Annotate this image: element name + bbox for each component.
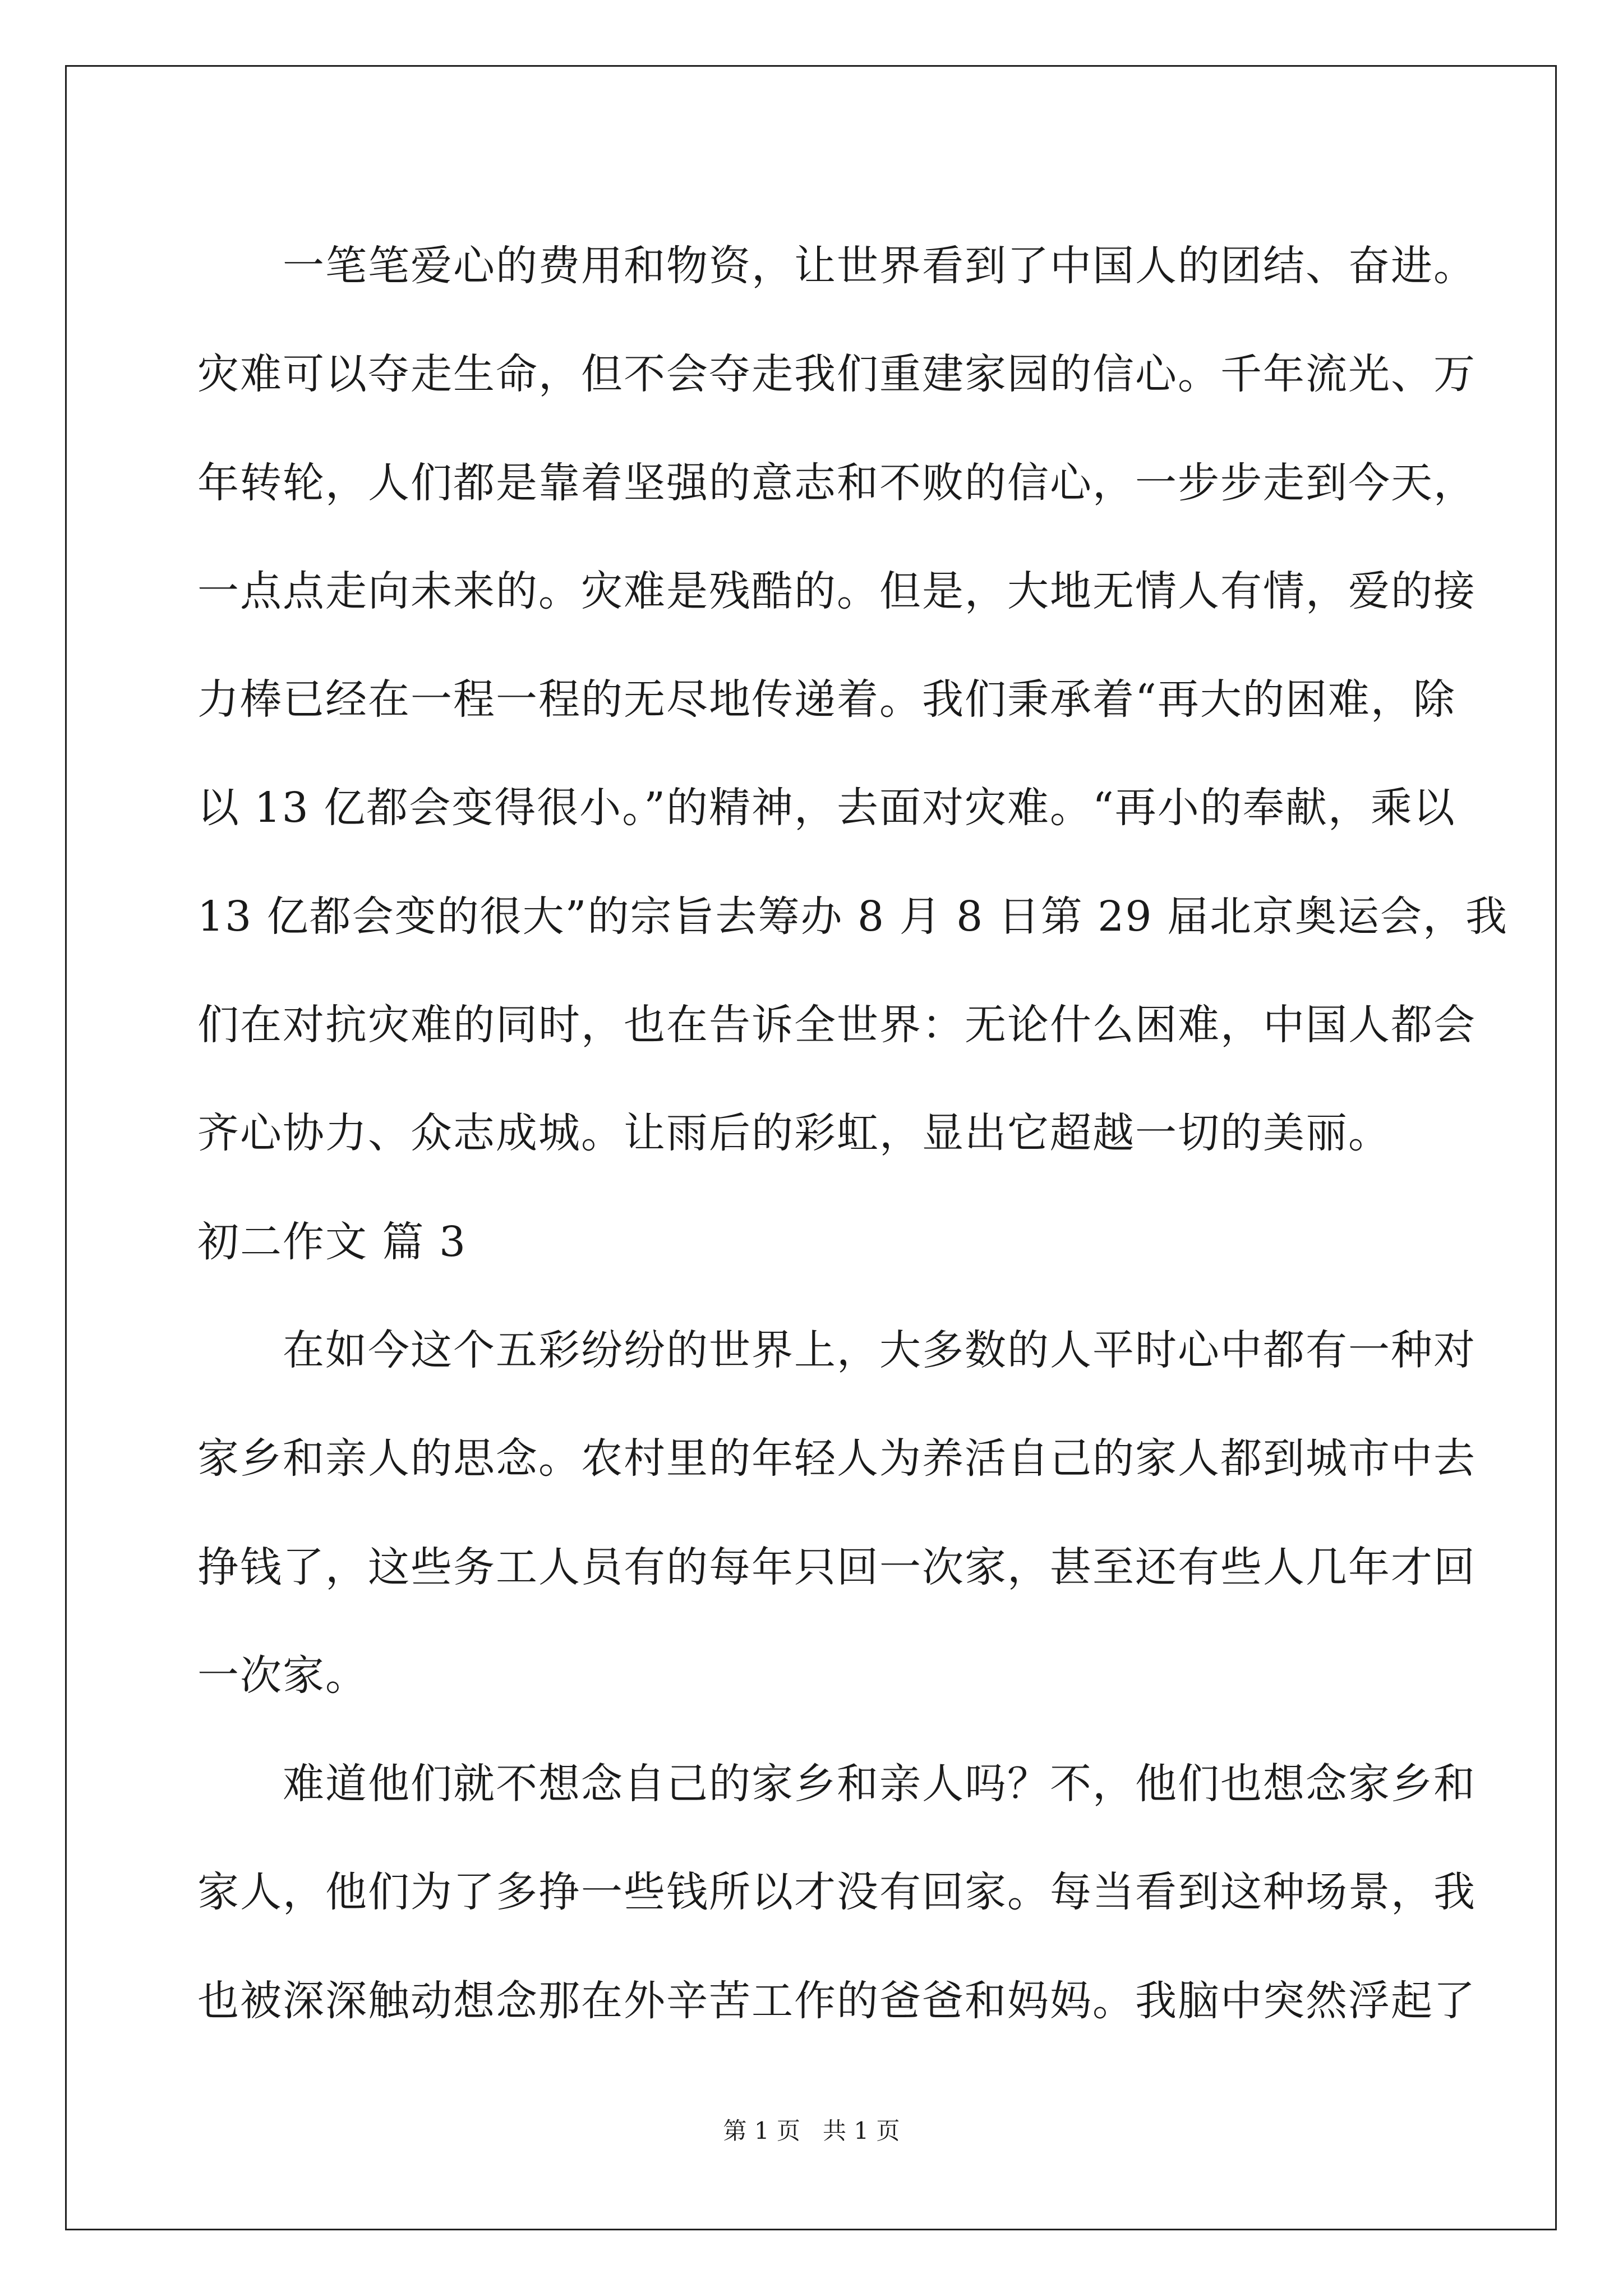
text-line: 力棒已经在一程一程的无尽地传递着。我们秉承着“再大的困难，除: [197, 675, 1456, 724]
text-line: 齐心协力、众志成城。让雨后的彩虹，显出它超越一切的美丽。: [197, 1109, 1391, 1158]
text-line: 13 亿都会变的很大”的宗旨去筹办 8 月 8 日第 29 届北京奥运会，我: [197, 892, 1508, 941]
text-line: 一笔笔爱心的费用和物资，让世界看到了中国人的团结、奋进。: [283, 242, 1476, 290]
text-line: 一点点走向未来的。灾难是残酷的。但是，大地无情人有情，爱的接: [197, 567, 1476, 615]
text-line: 们在对抗灾难的同时，也在告诉全世界：无论什么困难，中国人都会: [197, 1001, 1476, 1050]
section-heading: 初二作文 篇 3: [197, 1217, 467, 1266]
text-line: 家乡和亲人的思念。农村里的年轻人为养活自己的家人都到城市中去: [197, 1434, 1476, 1483]
text-line: 以 13 亿都会变得很小。”的精神，去面对灾难。“再小的奉献，乘以: [197, 784, 1456, 832]
text-line: 一次家。: [197, 1651, 368, 1700]
text-line: 家人，他们为了多挣一些钱所以才没有回家。每当看到这种场景，我: [197, 1868, 1476, 1917]
text-line: 灾难可以夺走生命，但不会夺走我们重建家园的信心。千年流光、万: [197, 350, 1476, 399]
text-line: 在如今这个五彩纷纷的世界上，大多数的人平时心中都有一种对: [283, 1326, 1476, 1374]
text-line: 年转轮，人们都是靠着坚强的意志和不败的信心，一步步走到今天，: [197, 458, 1476, 507]
text-line: 难道他们就不想念自己的家乡和亲人吗？不，他们也想念家乡和: [283, 1760, 1476, 1809]
page-number-footer: 第 1 页 共 1 页: [723, 2117, 900, 2145]
document-body: [197, 212, 1508, 2055]
text-line: 也被深深触动想念那在外辛苦工作的爸爸和妈妈。我脑中突然浮起了: [197, 1976, 1476, 2025]
text-line: 挣钱了，这些务工人员有的每年只回一次家，甚至还有些人几年才回: [197, 1543, 1476, 1591]
